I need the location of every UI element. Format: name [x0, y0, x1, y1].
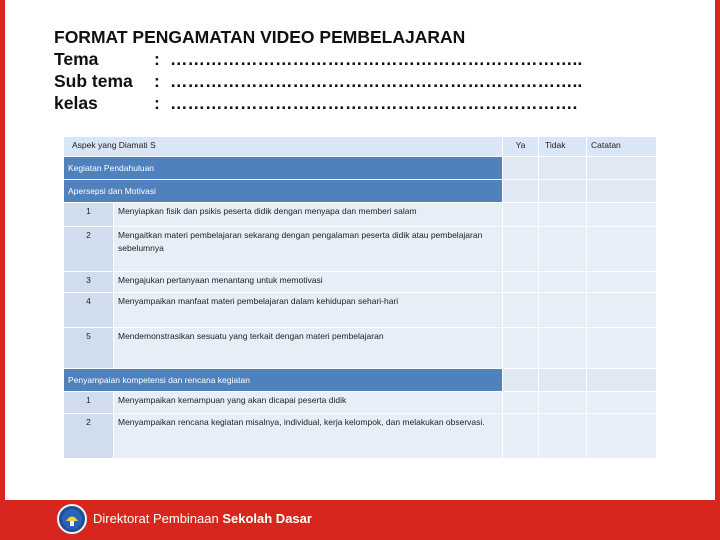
field-label: Tema: [54, 49, 99, 69]
tidak-cell[interactable]: [539, 392, 587, 414]
row-number: 1: [64, 203, 114, 227]
tidak-cell[interactable]: [539, 157, 587, 180]
form-header: [54, 26, 582, 114]
catatan-cell[interactable]: [587, 157, 657, 180]
row-text: Mendemonstrasikan sesuatu yang terkait dengan materi pembelajaran: [114, 328, 503, 369]
section-label: Apersepsi dan Motivasi: [64, 180, 503, 203]
table-row: [64, 328, 657, 369]
catatan-cell[interactable]: [587, 414, 657, 459]
row-text: Menyampaikan kemampuan yang akan dicapai peserta didik: [114, 392, 503, 414]
ya-cell[interactable]: [503, 369, 539, 392]
section-label: Kegiatan Pendahuluan: [64, 157, 503, 180]
catatan-cell[interactable]: [587, 180, 657, 203]
header-ya: Ya: [503, 137, 539, 157]
field-sub-tema: [54, 70, 582, 92]
field-colon: :: [154, 93, 160, 113]
tidak-cell[interactable]: [539, 328, 587, 369]
catatan-cell[interactable]: [587, 369, 657, 392]
table-row: [64, 203, 657, 227]
right-accent-bar: [715, 0, 720, 540]
section-label: Penyampaian kompetensi dan rencana kegiatan: [64, 369, 503, 392]
table-header-row: [64, 137, 657, 157]
row-number: 1: [64, 392, 114, 414]
row-number: 4: [64, 293, 114, 328]
row-text: Menyampaikan rencana kegiatan misalnya, individual, kerja kelompok, dan melakukan observasi.: [114, 414, 503, 459]
catatan-cell[interactable]: [587, 227, 657, 272]
row-number: 5: [64, 328, 114, 369]
header-aspect: Aspek yang Diamati S: [64, 137, 503, 157]
field-dots: ……………………………………………………………..: [170, 49, 583, 69]
ya-cell[interactable]: [503, 157, 539, 180]
ya-cell[interactable]: [503, 293, 539, 328]
catatan-cell[interactable]: [587, 392, 657, 414]
catatan-cell[interactable]: [587, 272, 657, 293]
ya-cell[interactable]: [503, 227, 539, 272]
ya-cell[interactable]: [503, 392, 539, 414]
field-colon: :: [154, 49, 160, 69]
field-dots: …………………………………………………………….: [170, 93, 578, 113]
row-number: 2: [64, 227, 114, 272]
catatan-cell[interactable]: [587, 203, 657, 227]
page-title: FORMAT PENGAMATAN VIDEO PEMBELAJARAN: [54, 27, 466, 47]
row-text: Mengaitkan materi pembelajaran sekarang dengan pengalaman peserta didik atau pembelajaran sebelumnya: [114, 227, 503, 272]
field-label: kelas: [54, 93, 98, 113]
catatan-cell[interactable]: [587, 328, 657, 369]
row-number: 2: [64, 414, 114, 459]
ya-cell[interactable]: [503, 180, 539, 203]
tidak-cell[interactable]: [539, 293, 587, 328]
footer-bar: [0, 500, 720, 540]
footer-text-bold: Sekolah Dasar: [222, 511, 312, 526]
tidak-cell[interactable]: [539, 227, 587, 272]
section-row: [64, 157, 657, 180]
footer-text-regular: Direktorat Pembinaan: [93, 511, 223, 526]
table-row: [64, 272, 657, 293]
table-row: [64, 414, 657, 459]
table-row: [64, 392, 657, 414]
ya-cell[interactable]: [503, 203, 539, 227]
ya-cell[interactable]: [503, 272, 539, 293]
field-tema: [54, 48, 582, 70]
catatan-cell[interactable]: [587, 293, 657, 328]
table-row: [64, 293, 657, 328]
row-text: Menyiapkan fisik dan psikis peserta didik dengan menyapa dan memberi salam: [114, 203, 503, 227]
header-catatan: Catatan: [587, 137, 657, 157]
field-label: Sub tema: [54, 71, 133, 91]
tidak-cell[interactable]: [539, 203, 587, 227]
header-tidak: Tidak: [539, 137, 587, 157]
tidak-cell[interactable]: [539, 369, 587, 392]
section-row: [64, 180, 657, 203]
observation-table: [63, 136, 657, 459]
row-text: Mengajukan pertanyaan menantang untuk memotivasi: [114, 272, 503, 293]
field-colon: :: [154, 71, 160, 91]
footer-text: [93, 511, 312, 526]
field-kelas: [54, 92, 582, 114]
ya-cell[interactable]: [503, 328, 539, 369]
tidak-cell[interactable]: [539, 272, 587, 293]
ya-cell[interactable]: [503, 414, 539, 459]
table-row: [64, 227, 657, 272]
row-text: Menyampaikan manfaat materi pembelajaran dalam kehidupan sehari-hari: [114, 293, 503, 328]
tut-wuri-handayani-logo-icon: [57, 504, 87, 534]
tidak-cell[interactable]: [539, 180, 587, 203]
tidak-cell[interactable]: [539, 414, 587, 459]
field-dots: ……………………………………………………………..: [170, 71, 583, 91]
section-row: [64, 369, 657, 392]
row-number: 3: [64, 272, 114, 293]
left-accent-bar: [0, 0, 5, 540]
